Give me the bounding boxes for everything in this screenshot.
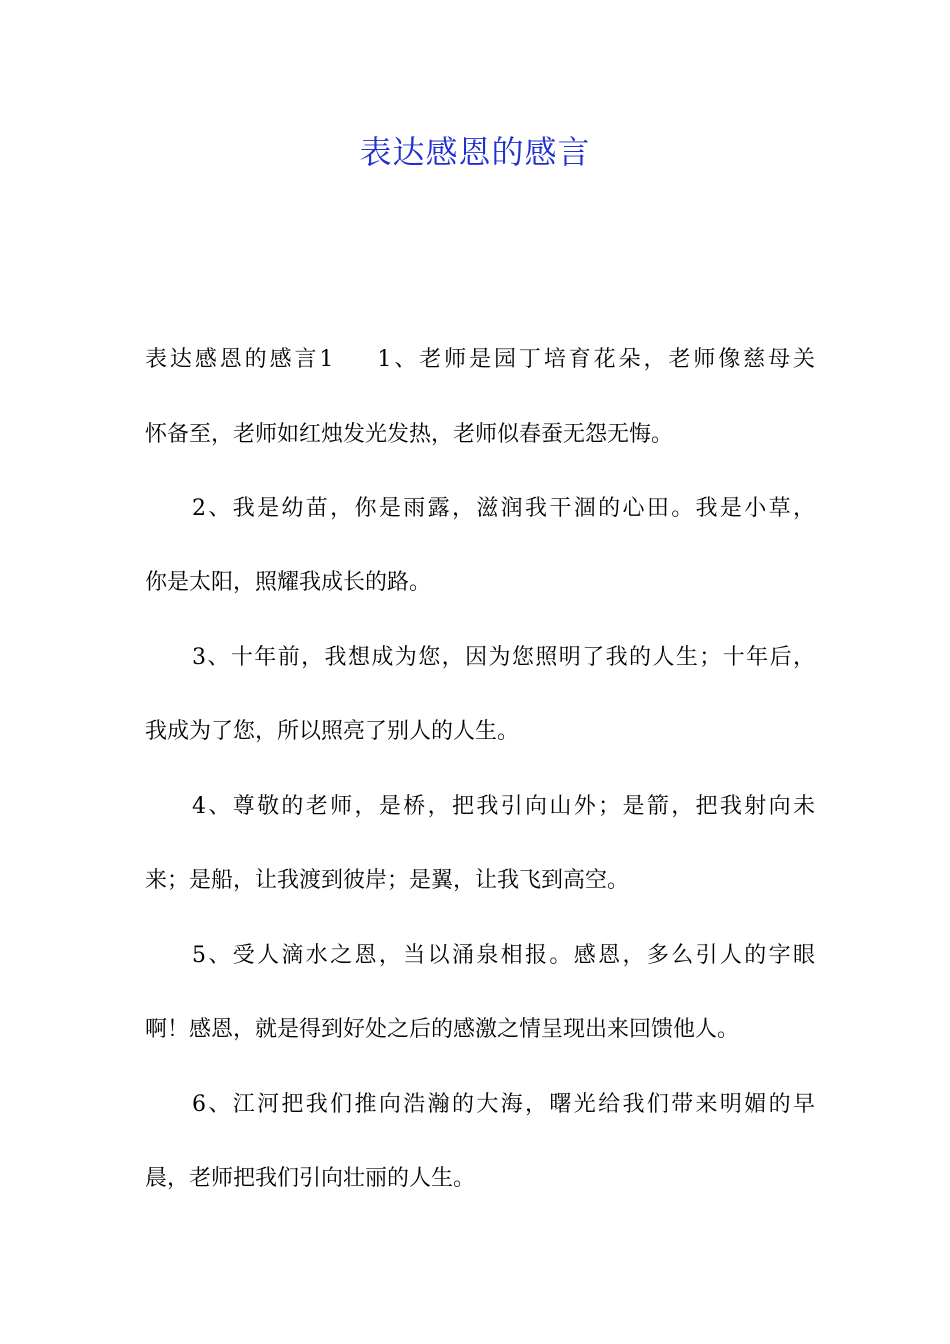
- paragraph-line: 啊！感恩，就是得到好处之后的感激之情呈现出来回馈他人。: [145, 1017, 740, 1042]
- document-title: 表达感恩的感言: [359, 133, 591, 171]
- line-text: 1、老师是园丁培育花朵，老师像慈母关: [377, 347, 816, 372]
- paragraph-line: 2、我是幼苗，你是雨露，滋润我干涸的心田。我是小草，: [192, 496, 815, 521]
- paragraph-line: 4、尊敬的老师，是桥，把我引向山外；是箭，把我射向未: [192, 794, 815, 819]
- paragraph-line: 晨，老师把我们引向壮丽的人生。: [145, 1166, 476, 1191]
- paragraph-line: 5、受人滴水之恩，当以涌泉相报。感恩，多么引人的字眼: [192, 943, 815, 968]
- section-heading: 表达感恩的感言1: [145, 347, 334, 372]
- paragraph-line: 3、十年前，我想成为您，因为您照明了我的人生；十年后，: [192, 645, 815, 670]
- paragraph-line: 来；是船，让我渡到彼岸；是翼，让我飞到高空。: [145, 868, 630, 893]
- paragraph-line: [145, 343, 815, 377]
- paragraph-line: 你是太阳，照耀我成长的路。: [145, 570, 432, 595]
- paragraph-line: 6、江河把我们推向浩瀚的大海，曙光给我们带来明媚的早: [192, 1092, 815, 1117]
- paragraph-line: 怀备至，老师如红烛发光发热，老师似春蚕无怨无悔。: [145, 422, 674, 447]
- paragraph-line: 我成为了您，所以照亮了别人的人生。: [145, 719, 520, 744]
